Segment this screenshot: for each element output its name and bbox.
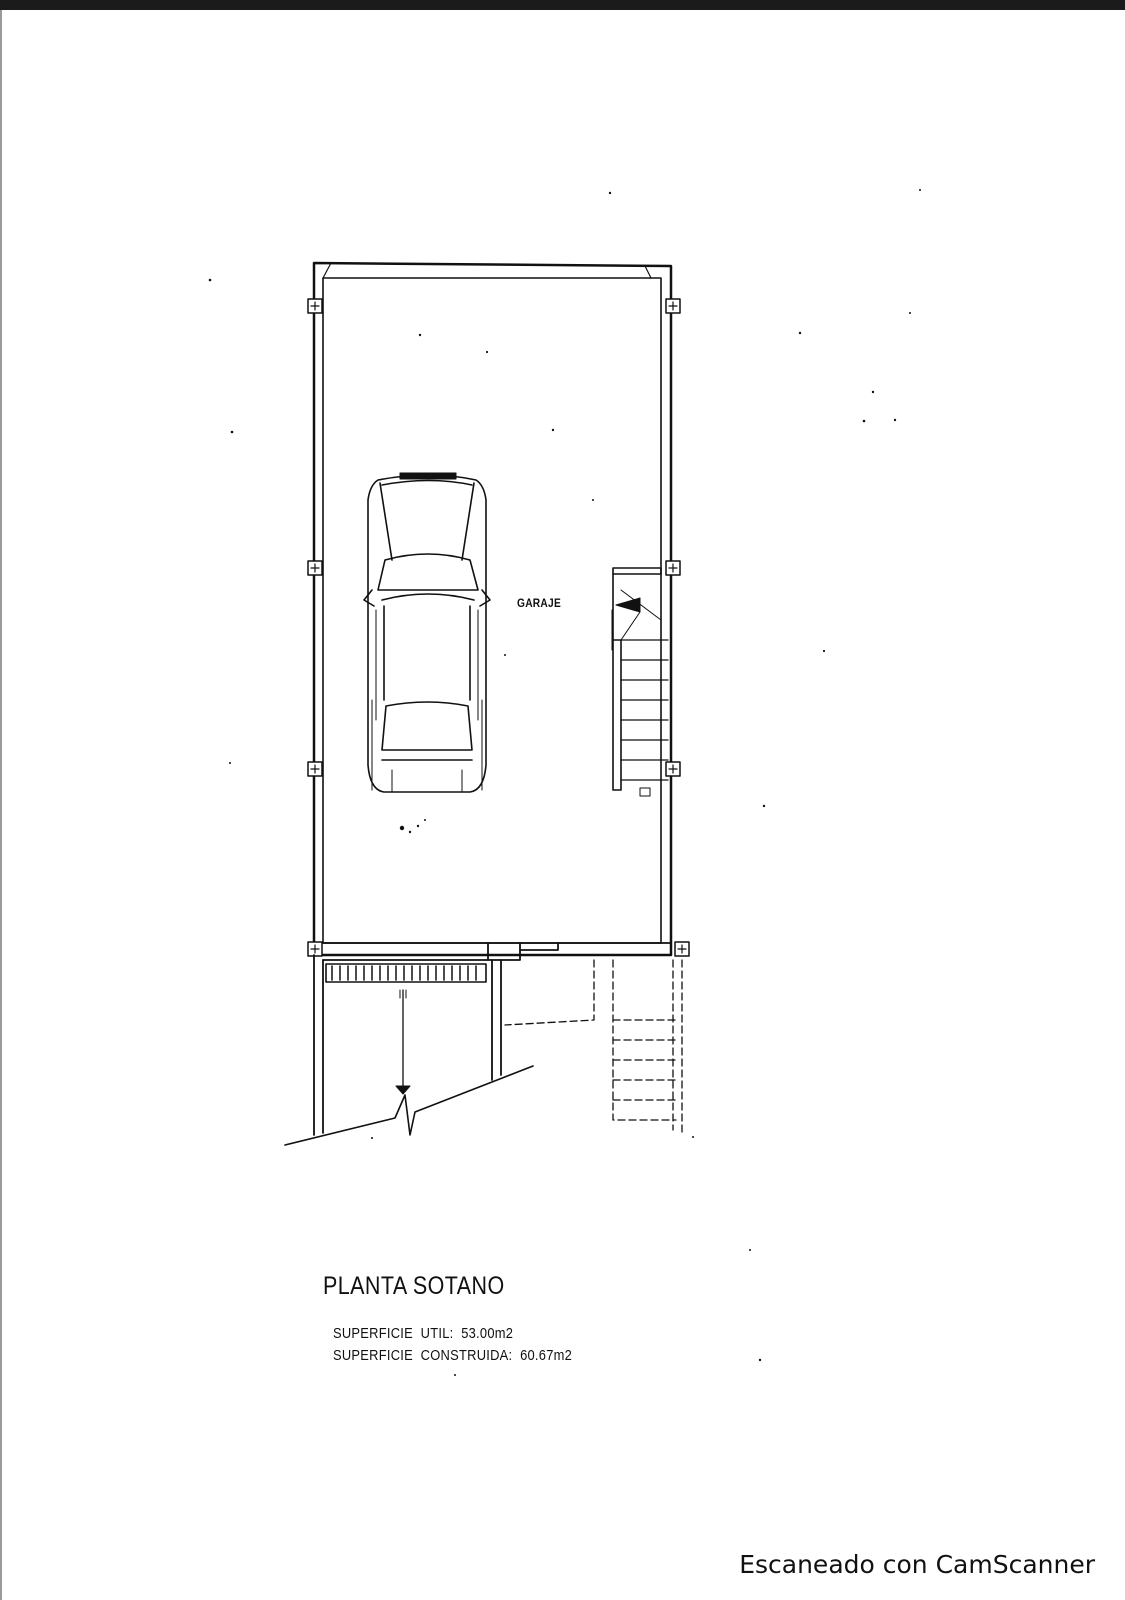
room-label-garage: GARAJE	[517, 596, 562, 610]
exterior-stairs-dashed	[505, 960, 682, 1135]
surface-construida-text: SUPERFICIE CONSTRUIDA: 60.67m2	[333, 1347, 573, 1364]
surface-util-text: SUPERFICIE UTIL: 53.00m2	[333, 1325, 514, 1342]
car-icon	[364, 473, 490, 792]
stairs-icon	[612, 568, 668, 796]
plan-title: PLANTA SOTANO	[323, 1272, 505, 1300]
ramp	[285, 955, 533, 1145]
scan-noise	[209, 189, 921, 1376]
camscanner-watermark: Escaneado con CamScanner	[739, 1550, 1095, 1579]
column-marker-icon	[308, 299, 689, 956]
garage-door-wall	[323, 943, 671, 982]
